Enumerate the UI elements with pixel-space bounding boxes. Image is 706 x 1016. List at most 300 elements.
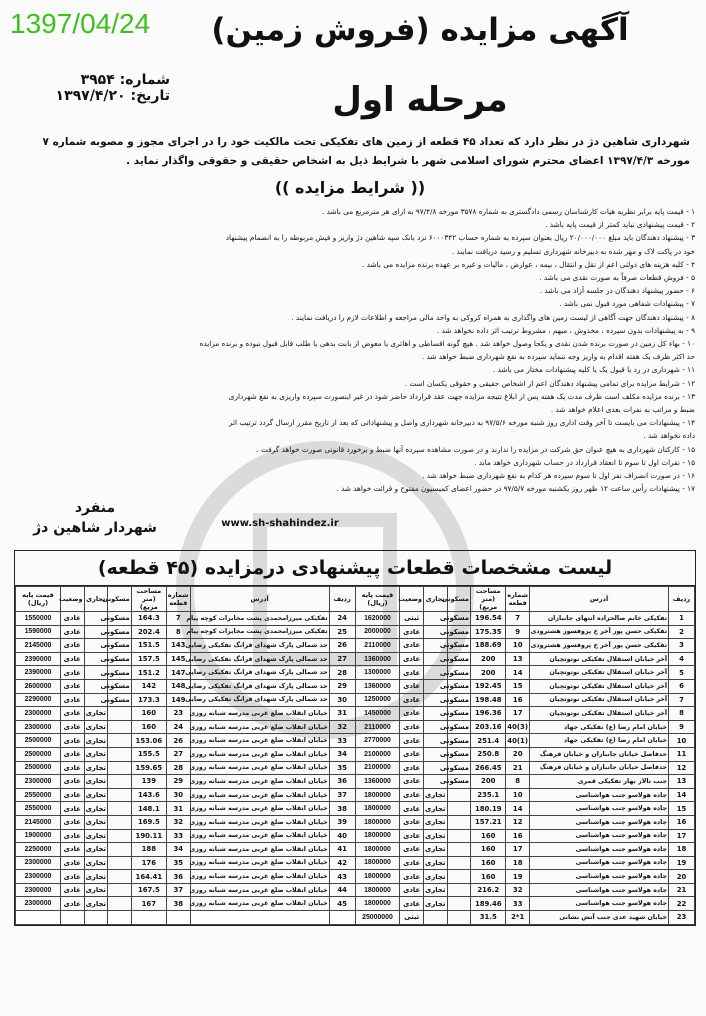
row-number: 28 [329,666,355,680]
usage-commercial: تجاری [84,707,108,721]
plot-number: 8 [167,625,191,639]
table-row [16,911,695,925]
condition-item: ۱۷ - پیشنهادات رأس ساعت ۱۲ ظهر روز یکشنبه مورخه ۹۷/۵/۷ در حضور اعضای کمیسیون مفتوح و قرائت خواهد شد . [336,484,695,494]
row-number: 45 [329,897,355,911]
row-number: 6 [669,679,695,693]
empty-cell [60,911,84,925]
condition-item: ۹ - به پیشنهادات بدون سپرده ، مخدوش ، مبهم ، مشروط ترتیب اثر داده نخواهد شد . [436,325,695,335]
address-cell: حد شمالی پارک شهدای قرانگ تفکیکی رضایی [190,639,329,653]
price-cell: 1360000 [355,652,400,666]
status-cell: عادی [60,652,84,666]
price-cell: 2110000 [355,720,400,734]
plot-number: 14 [506,666,530,680]
condition-item: ۸ - پیشنهاد دهندگان جهت آگاهی از لیست زمین های واگذاری به همراه کروکی به واحد مالی مراجعه و اطلاعات لازم را دریافت نمایند . [291,312,695,322]
row-number: 3 [669,639,695,653]
plot-number: 28 [167,761,191,775]
status-cell: ثبتی [400,612,424,626]
row-number: 13 [669,775,695,789]
price-cell: 1620000 [355,612,400,626]
plot-number: 9 [506,625,530,639]
address-cell: جاده هولاسو جنب هواشناسی [529,883,668,897]
address-cell: حد شمالی پارک شهدای قرانگ تفکیکی رضایی [190,666,329,680]
address-cell: جاده هولاسو جنب هواشناسی [529,788,668,802]
status-cell: عادی [60,666,84,680]
area-cell: 200 [471,666,506,680]
status-cell: عادی [60,829,84,843]
intro-paragraph: شهرداری شاهین دژ در نظر دارد که تعداد ۴۵ قطعه از زمین های تفکیکی تحت مالکیت خود را در اجرای مجوز و مصوبه شماره ۷ مورخه ۱۳۹۷/۴/۳ اعضای محترم شورای اسلامی شهر با شرایط ذیل به اشخاص حقیقی و حقوقی واگذار نماید . [42,136,690,167]
condition-item: ۱۳ - برنده مزایده مکلف است ظرف مدت یک هفته پس از ابلاغ نتیجه مزایده جهت عقد قرارداد حاضر شود در غیر اینصورت سپرده واریزی به نفع شهرداری [228,391,695,401]
usage-residential [108,775,132,789]
table-row [16,720,695,734]
condition-item: ۱۰ - بهاء کل زمین در صورت برنده شدن نقدی و یکجا وصول خواهد شد . هیچ گونه اقساطی و اهاتری یا معوض از بابت بدهی یا طلب قابل قبول نبوده و برنده مزایده [199,339,695,349]
plot-number: (1)40 [506,734,530,748]
area-cell: 175.35 [471,625,506,639]
usage-residential: مسکونی [447,693,471,707]
usage-residential: مسکونی [447,734,471,748]
header-usage-commercial: تجاری [423,587,447,612]
row-number: 20 [669,870,695,884]
table-row [16,775,695,789]
price-cell: 2500000 [16,747,61,761]
plot-number: 12 [506,815,530,829]
mayor-name: منفرد [74,500,116,516]
row-number: 35 [329,761,355,775]
price-cell: 2600000 [16,679,61,693]
table-row [16,870,695,884]
row-number: 42 [329,856,355,870]
area-cell: 164.41 [131,870,166,884]
status-cell: عادی [400,747,424,761]
area-cell: 167 [131,897,166,911]
plot-number: 35 [167,856,191,870]
condition-item: حد اکثر ظرف یک هفته اقدام به واریز وجه ننماید سپرده به نفع شهرداری ضبط خواهد شد . [421,352,695,362]
area-cell: 176 [131,856,166,870]
empty-cell [131,911,166,925]
row-number: 36 [329,775,355,789]
header-row-number: ردیف [329,587,355,612]
area-cell: 251.4 [471,734,506,748]
table-row [16,761,695,775]
address-cell: حد شمالی پارک شهدای قرانگ تفکیکی رضایی [190,693,329,707]
row-number: 17 [669,829,695,843]
address-cell: حدفاصل خیابان جانبازان و خیابان فرهنگ [529,747,668,761]
address-cell: خیابان انقلاب ضلع غربی مدرسه شبانه روزی [190,802,329,816]
plot-number: 23 [167,707,191,721]
row-number: 23 [669,911,695,925]
plots-table [15,586,695,925]
condition-item: ۶ - حضور پیشنهاد دهندگان در جلسه آزاد می باشد . [539,286,695,296]
date-stamp: 1397/04/24 [10,8,151,39]
plot-number: 17 [506,843,530,857]
usage-commercial [423,911,447,925]
usage-residential [108,883,132,897]
usage-commercial: تجاری [84,747,108,761]
usage-commercial: تجاری [84,802,108,816]
header-price: قیمت پایه (ریال) [355,587,400,612]
area-cell: 142 [131,679,166,693]
usage-commercial: تجاری [84,761,108,775]
row-number: 10 [669,734,695,748]
usage-residential: مسکونی [108,679,132,693]
headline: آگهی مزایده (فروش زمین) [211,12,629,48]
status-cell: عادی [60,775,84,789]
price-cell: 2110000 [355,639,400,653]
table-row [16,639,695,653]
area-cell: 157.21 [471,815,506,829]
address-cell: جاده هولاسو جنب هواشناسی [529,829,668,843]
table-header-row [16,587,695,612]
status-cell: عادی [60,734,84,748]
row-number: 43 [329,870,355,884]
status-cell: عادی [400,856,424,870]
row-number: 1 [669,612,695,626]
usage-commercial: تجاری [84,788,108,802]
price-cell: 1800000 [355,856,400,870]
notice-meta [10,72,170,104]
usage-commercial: تجاری [84,815,108,829]
area-cell: 160 [471,843,506,857]
status-cell: عادی [400,843,424,857]
header-address: آدرس [190,587,329,612]
row-number: 21 [669,883,695,897]
usage-commercial: تجاری [84,843,108,857]
area-cell: 169.5 [131,815,166,829]
price-cell: 1800000 [355,829,400,843]
area-cell: 160 [131,720,166,734]
row-number: 44 [329,883,355,897]
price-cell: 1800000 [355,897,400,911]
price-cell: 1800000 [355,870,400,884]
usage-residential [108,734,132,748]
address-cell: خیابان انقلاب ضلع غربی مدرسه شبانه روزی [190,707,329,721]
price-cell: 1450000 [355,707,400,721]
address-cell: خیابان انقلاب ضلع غربی مدرسه شبانه روزی [190,761,329,775]
area-cell: 216.2 [471,883,506,897]
price-cell: 1800000 [355,843,400,857]
status-cell: عادی [400,815,424,829]
status-cell: عادی [60,693,84,707]
area-cell: 200 [471,652,506,666]
usage-commercial: تجاری [423,788,447,802]
area-cell: 192.45 [471,679,506,693]
condition-item: ۱۴ - پیشنهادات می بایست تا آخر وقت اداری روز شنبه مورخه ۹۷/۵/۶ به دبیرخانه شهرداری واصل و پیشنهاداتی که بعد از تاریخ مقرر ارسال گردد ترتیب اثر [228,418,695,428]
row-number: 19 [669,856,695,870]
usage-residential: مسکونی [108,693,132,707]
usage-residential [108,829,132,843]
row-number: 7 [669,693,695,707]
status-cell: عادی [60,843,84,857]
condition-item: ۱ - قیمت پایه برابر نظریه هیات کارشناسان رسمی دادگستری به شماره ۳۵۷۸ مورخه ۹۷/۴/۸ به ازای هر مترمربع می باشد . [321,207,695,216]
plot-number: 145 [167,652,191,666]
price-cell: 1360000 [355,775,400,789]
condition-item: ۱۶ - در صورت انصراف نفر اول تا سوم سپرده هر کدام به نفع شهرداری ضبط خواهد شد . [422,471,695,481]
usage-commercial: تجاری [84,883,108,897]
header-area: مساحت (متر مربع) [471,587,506,612]
usage-residential: مسکونی [447,679,471,693]
table-row [16,788,695,802]
plot-number: 14 [506,802,530,816]
table-row [16,802,695,816]
plot-number: 10 [506,639,530,653]
address-cell: تفکیکی حسن پور آخر خ پروفسور هشترودی [529,639,668,653]
usage-commercial: تجاری [84,856,108,870]
plot-number: 20 [506,747,530,761]
plot-number: 30 [167,788,191,802]
area-cell: 180.19 [471,802,506,816]
usage-residential: مسکونی [447,747,471,761]
header-row-number: ردیف [669,587,695,612]
usage-commercial: تجاری [84,720,108,734]
status-cell: عادی [400,707,424,721]
area-cell: 157.5 [131,652,166,666]
address-cell: خیابان انقلاب ضلع غربی مدرسه شبانه روزی [190,788,329,802]
usage-residential: مسکونی [108,625,132,639]
price-cell: 2770000 [355,734,400,748]
price-cell: 1550000 [16,612,61,626]
usage-commercial: تجاری [423,856,447,870]
status-cell: عادی [60,612,84,626]
row-number: 15 [669,802,695,816]
empty-cell [108,911,132,925]
usage-commercial: تجاری [423,870,447,884]
usage-residential: مسکونی [108,612,132,626]
address-cell: حد شمالی پارک شهدای قرانگ تفکیکی رضایی [190,652,329,666]
row-number: 34 [329,747,355,761]
table-row [16,734,695,748]
condition-item: ۳ - پیشنهاد دهندگان باید مبلغ ۲۰/۰۰۰/۰۰۰ ریال بعنوان سپرده به شماره حساب ۶۰۰۰۳۴۲ نزد بانک سپه شاهین دژ واریز و فیش مربوطه را به انضمام پیشنهاد [225,233,695,243]
row-number: 22 [669,897,695,911]
address-cell: جنب تالار بهار تفکیکی قمری [529,775,668,789]
address-cell: خیابان انقلاب ضلع غربی مدرسه شبانه روزی [190,856,329,870]
status-cell: عادی [400,720,424,734]
status-cell: عادی [400,761,424,775]
area-cell: 151.5 [131,639,166,653]
address-cell: جاده هولاسو جنب هواشناسی [529,802,668,816]
empty-cell [167,911,191,925]
plot-number: 32 [167,815,191,829]
usage-commercial: تجاری [423,883,447,897]
area-cell: 173.3 [131,693,166,707]
address-cell: تفکیکی میرزامحمدی پشت مخابرات کوچه پیام [190,625,329,639]
plot-number: 29 [167,775,191,789]
usage-residential: مسکونی [447,612,471,626]
usage-residential: مسکونی [108,652,132,666]
area-cell: 160 [471,856,506,870]
area-cell: 159.65 [131,761,166,775]
table-row [16,693,695,707]
condition-item: ۱۵ - کارکنان شهرداری به هیچ عنوان حق شرکت در مزایده را ندارند و در صورت مشاهده سپرده آنها ضبط و برخورد قانونی صورت خواهد گرفت . [256,444,695,454]
usage-residential [108,761,132,775]
price-cell: 1590000 [16,625,61,639]
condition-item: ۱۲ - شرایط مزایده برای تمامی پیشنهاد دهندگان اعم از اشخاص حقیقی و حقوقی یکسان است . [404,378,695,388]
plot-number: 10 [506,788,530,802]
plot-number: 7 [506,612,530,626]
area-cell: 167.5 [131,883,166,897]
subheadline: مرحله اول [332,80,508,120]
condition-item: داده نخواهد شد . [643,431,695,441]
header-plot: شماره قطعه [167,587,191,612]
price-cell: 2390000 [16,652,61,666]
table-row [16,897,695,911]
usage-residential [447,788,471,802]
status-cell: عادی [60,761,84,775]
condition-item: خود در پاکت لاک و مهر شده به دبیرخانه شهرداری تسلیم و رسید دریافت نمایند . [451,246,695,256]
area-cell: 202.4 [131,625,166,639]
condition-item: ۵ - فروش قطعات صرفاً به صورت نقدی می باشد . [539,273,695,283]
row-number: 18 [669,843,695,857]
status-cell: عادی [60,720,84,734]
plot-number: 27 [167,747,191,761]
empty-cell [190,911,329,925]
address-cell: تفکیکی میرزامحمدی پشت مخابرات کوچه پیام [190,612,329,626]
table-row [16,856,695,870]
address-cell: آخر خیابان استقلال تفکیکی نوتوتچیان [529,666,668,680]
address-cell: خیابان انقلاب ضلع غربی مدرسه شبانه روزی [190,870,329,884]
usage-residential [108,815,132,829]
price-cell: 1300000 [355,666,400,680]
address-cell: جاده هولاسو جنب هواشناسی [529,897,668,911]
area-cell: 189.46 [471,897,506,911]
row-number: 29 [329,679,355,693]
plot-number: 34 [167,843,191,857]
row-number: 8 [669,707,695,721]
usage-commercial: تجاری [423,843,447,857]
plot-number: 21 [506,761,530,775]
status-cell: ثبتی [400,911,424,925]
usage-commercial: تجاری [423,829,447,843]
area-cell: 148.1 [131,802,166,816]
usage-commercial: تجاری [84,775,108,789]
address-cell: خیابان امام رضا (ع) تفکیکی جهاد [529,734,668,748]
plot-number: 16 [506,693,530,707]
table-row [16,707,695,721]
address-cell: خیابان انقلاب ضلع غربی مدرسه شبانه روزی [190,747,329,761]
status-cell: عادی [400,870,424,884]
plot-number: 148 [167,679,191,693]
usage-residential: مسکونی [447,652,471,666]
usage-residential [447,897,471,911]
address-cell: خیابان انقلاب ضلع غربی مدرسه شبانه روزی [190,897,329,911]
table-row [16,883,695,897]
row-number: 26 [329,639,355,653]
header-area: مساحت (متر مربع) [131,587,166,612]
address-cell: خیابان انقلاب ضلع غربی مدرسه شبانه روزی [190,734,329,748]
condition-item: ۴ - کلیه هزینه های دولتی اعم از نقل و انتقال ، بیمه ، عوارض ، مالیات و غیره بر عهده برنده مزایده می باشد . [362,259,695,269]
status-cell: عادی [400,679,424,693]
row-number: 31 [329,707,355,721]
usage-residential [108,856,132,870]
status-cell: عادی [400,693,424,707]
notice-number: شماره: ۳۹۵۴ [80,72,170,88]
status-cell: عادی [60,707,84,721]
table-row [16,829,695,843]
status-cell: عادی [400,734,424,748]
price-cell: 2550000 [16,788,61,802]
price-cell: 1800000 [355,788,400,802]
usage-commercial: تجاری [84,734,108,748]
address-cell: آخر خیابان استقلال تفکیکی نوتوتچیان [529,679,668,693]
price-cell: 1900000 [16,829,61,843]
header-usage-residential: مسکونی [447,587,471,612]
table-row [16,612,695,626]
area-cell: 31.5 [471,911,506,925]
plot-number: 26 [167,734,191,748]
usage-commercial: تجاری [84,870,108,884]
plot-number: 31 [167,802,191,816]
status-cell: عادی [60,883,84,897]
row-number: 32 [329,720,355,734]
price-cell: 2300000 [16,870,61,884]
usage-residential [108,788,132,802]
area-cell: 203.16 [471,720,506,734]
plot-number: 15 [506,679,530,693]
price-cell: 2250000 [16,843,61,857]
status-cell: عادی [400,652,424,666]
usage-residential [447,802,471,816]
usage-residential [108,843,132,857]
usage-residential [108,897,132,911]
plot-number: (3)40 [506,720,530,734]
plot-number: 149 [167,693,191,707]
area-cell: 198.48 [471,693,506,707]
address-cell: جاده هولاسو جنب هواشناسی [529,815,668,829]
table-row [16,679,695,693]
address-cell: خیابان انقلاب ضلع غربی مدرسه شبانه روزی [190,883,329,897]
empty-cell [16,911,61,925]
area-cell: 164.3 [131,612,166,626]
condition-item: ضبط و مراتب به نفرات بعدی اعلام خواهد شد . [550,405,695,415]
area-cell: 235.1 [471,788,506,802]
usage-commercial: تجاری [84,829,108,843]
row-number: 38 [329,802,355,816]
usage-residential [447,815,471,829]
usage-residential: مسکونی [447,625,471,639]
row-number: 39 [329,815,355,829]
status-cell: عادی [60,856,84,870]
table-row [16,666,695,680]
header-status: وضعیت [400,587,424,612]
plot-number: 18 [506,856,530,870]
status-cell: عادی [400,788,424,802]
conditions-list [20,205,695,495]
plot-number: 37 [167,883,191,897]
status-cell: عادی [400,639,424,653]
row-number: 14 [669,788,695,802]
usage-residential [108,870,132,884]
address-cell: خیابان انقلاب ضلع غربی مدرسه شبانه روزی [190,815,329,829]
plot-number: 36 [167,870,191,884]
plot-number: 8 [506,775,530,789]
row-number: 11 [669,747,695,761]
status-cell: عادی [400,883,424,897]
usage-residential [447,856,471,870]
website-link[interactable]: www.sh-shahindez.ir [221,518,339,529]
price-cell: 1800000 [355,802,400,816]
usage-residential [108,802,132,816]
usage-residential [108,707,132,721]
area-cell: 153.06 [131,734,166,748]
status-cell: عادی [60,679,84,693]
usage-residential [447,843,471,857]
usage-residential [108,747,132,761]
address-cell: جاده هولاسو جنب هواشناسی [529,870,668,884]
address-cell: خیابان انقلاب ضلع غربی مدرسه شبانه روزی [190,775,329,789]
address-cell: آخر خیابان استقلال تفکیکی نوتوتچیان [529,693,668,707]
usage-residential [447,883,471,897]
row-number: 30 [329,693,355,707]
area-cell: 188 [131,843,166,857]
table-row [16,747,695,761]
